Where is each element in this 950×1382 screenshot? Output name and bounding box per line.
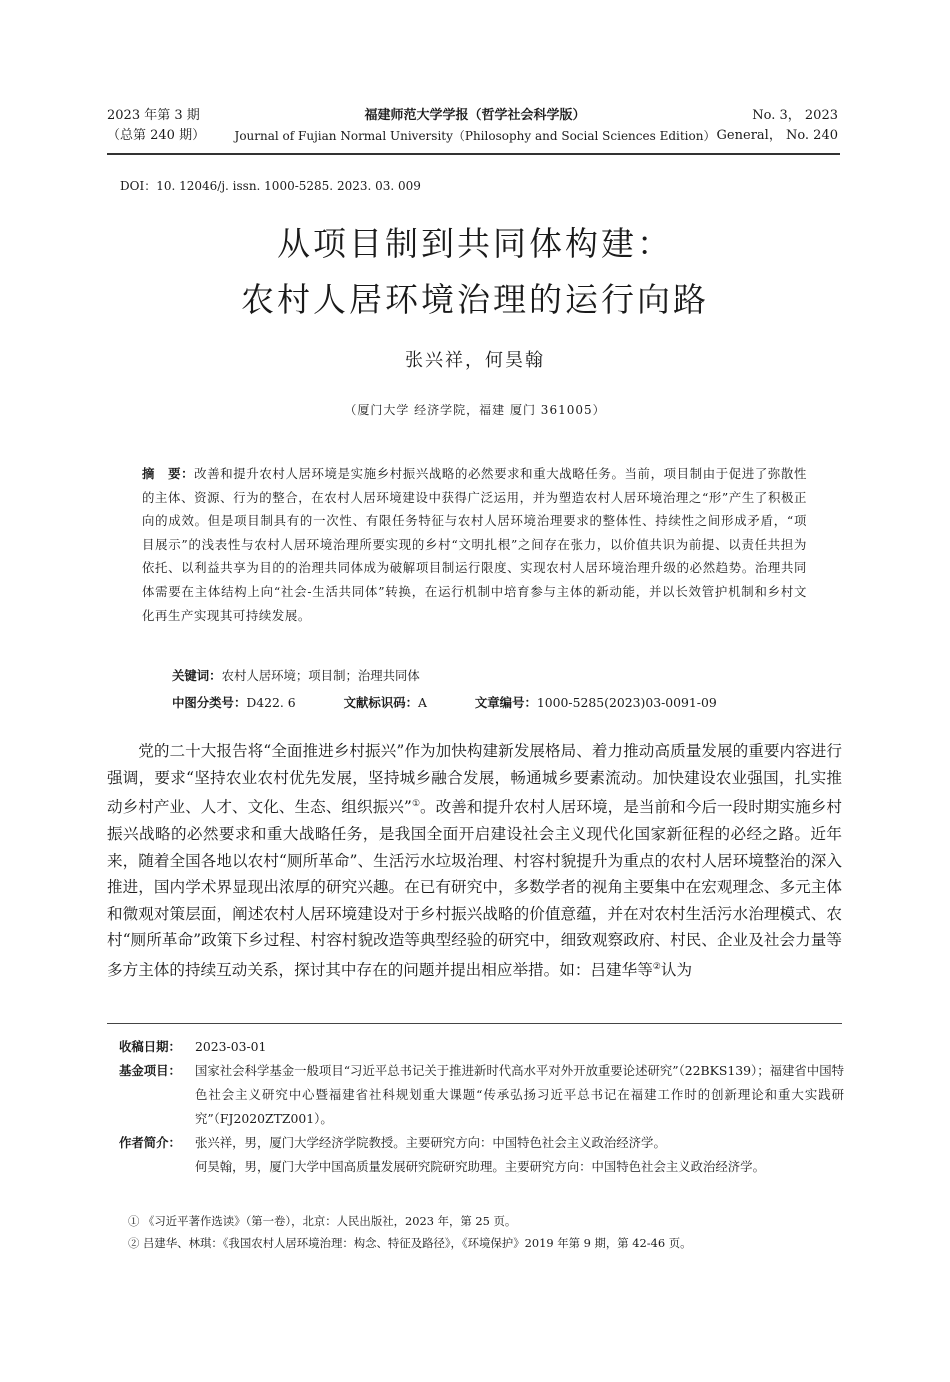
header-issue bbox=[107, 106, 205, 146]
abstract bbox=[142, 462, 807, 627]
doc-value: A bbox=[418, 695, 427, 710]
article-title-line1: 从项目制到共同体构建： bbox=[277, 224, 673, 263]
author-bio-values bbox=[195, 1131, 844, 1179]
clc-code bbox=[172, 695, 296, 710]
fund-label: 基金项目： bbox=[119, 1063, 181, 1078]
clc-label: 中图分类号： bbox=[172, 695, 247, 710]
article-label: 文章编号： bbox=[474, 695, 537, 710]
doc-code bbox=[344, 695, 427, 710]
footnote-rule bbox=[107, 1023, 842, 1024]
header-issue-en bbox=[717, 106, 838, 146]
article-number bbox=[475, 695, 717, 710]
fund-row bbox=[119, 1059, 844, 1131]
footnote-ref-1[interactable]: ① bbox=[411, 799, 421, 810]
header-journal bbox=[200, 106, 750, 146]
keywords bbox=[172, 666, 420, 684]
body-paragraph bbox=[107, 738, 842, 984]
footnote-2: ② 吕建华、林琪：《我国农村人居环境治理：构念、特征及路径》，《环境保护》2019 年第 9 期，第 42-46 页。 bbox=[128, 1236, 692, 1250]
affiliation: （厦门大学 经济学院，福建 厦门 361005） bbox=[344, 403, 606, 417]
classification-row bbox=[172, 693, 812, 711]
article-value: 1000-5285(2023)03-0091-09 bbox=[536, 695, 717, 710]
footnote-1: ① 《习近平著作选读》（第一卷），北京：人民出版社，2023 年，第 25 页。 bbox=[128, 1214, 517, 1228]
header-issue-number: 2023 年第 3 期 bbox=[107, 108, 200, 123]
fund-value: 国家社会科学基金一般项目“习近平总书记关于推进新时代高水平对外开放重要论述研究”（22BKS139）；福建省中国特色社会主义研究中心暨福建省社科规划重大课题“传承弘扬习近平总书记在福建工作时的创新理论和重大实践研究”（FJ2020ZTZ001）。 bbox=[195, 1063, 844, 1126]
abstract-text: 改善和提升农村人居环境是实施乡村振兴战略的必然要求和重大战略任务。当前，项目制由于促进了弥散性的主体、资源、行为的整合，在农村人居环境建设中获得广泛运用，并为塑造农村人居环境治理之“形”产生了积极正向的成效。但是项目制具有的一次性、有限任务特征与农村人居环境治理要求的整体性、持续性之间形成矛盾，“项目展示”的浅表性与农村人居环境治理所要实现的乡村“文明扎根”之间存在张力，以价值共识为前提、以责任共担为依托、以利益共享为目的的治理共同体成为破解项目制运行限度、实现农村人居环境治理升级的必然趋势。治理共同体需要在主体结构上向“社会-生活共同体”转换，在运行机制中培育参与主体的新动能，并以长效管护机制和乡村文化再生产实现其可持续发展。 bbox=[142, 466, 808, 623]
header-total-issue: （总第 240 期） bbox=[107, 128, 206, 143]
body-text-part3: 认为 bbox=[660, 961, 693, 980]
footnotes bbox=[128, 1210, 843, 1254]
journal-name-en: Journal of Fujian Normal University（Philosophy and Social Sciences Edition） bbox=[234, 129, 716, 143]
header-no: No. 3， 2023 bbox=[752, 108, 838, 123]
author-bio-2: 何昊翰，男，厦门大学中国高质量发展研究院研究助理。主要研究方向：中国特色社会主义政治经济学。 bbox=[195, 1159, 765, 1174]
body-text bbox=[107, 738, 842, 984]
received-value: 2023-03-01 bbox=[195, 1039, 267, 1054]
abstract-label: 摘 要： bbox=[142, 466, 195, 481]
body-text-part2: 。改善和提升农村人居环境，是当前和今后一段时期实施乡村振兴战略的必然要求和重大战略任务，是我国全面开启建设社会主义现代化国家新征程的必经之路。近年来，随着全国各地以农村“厕所革命”、生活污水垃圾治理、村容村貌提升为重点的农村人居环境整治的深入推进，国内学术界显现出浓厚的研究兴趣。在已有研究中，多数学者的视角主要集中在宏观理念、多元主体和微观对策层面，阐述农村人居环境建设对于乡村振兴战略的价值意蕴，并在对农村生活污水治理模式、农村“厕所革命”政策下乡过程、村容村貌改造等典型经验的研究中，细致观察政府、村民、企业及社会力量等多方主体的持续互动关系，探讨其中存在的问题并提出相应举措。如：吕建华等 bbox=[107, 798, 842, 980]
received-label: 收稿日期： bbox=[119, 1039, 181, 1054]
author-bio-1: 张兴祥，男，厦门大学经济学院教授。主要研究方向：中国特色社会主义政治经济学。 bbox=[195, 1135, 666, 1150]
footnote-ref-2[interactable]: ② bbox=[652, 961, 661, 972]
article-title-line2: 农村人居环境治理的运行向路 bbox=[241, 280, 709, 319]
received-date-row bbox=[119, 1035, 844, 1059]
authors: 张兴祥，何昊翰 bbox=[405, 350, 545, 371]
doi: DOI：10. 12046/j. issn. 1000-5285. 2023. 03. 009 bbox=[120, 179, 421, 193]
header-rule bbox=[107, 153, 840, 155]
keywords-text: 农村人居环境；项目制；治理共同体 bbox=[221, 668, 420, 683]
body-text-part1: 党的二十大报告将“全面推进乡村振兴”作为加快构建新发展格局、着力推动高质量发展的重要内容进行强调，要求“坚持农业农村优先发展，坚持城乡融合发展，畅通城乡要素流动。加快建设农业强国，扎实推动乡村产业、人才、文化、生态、组织振兴” bbox=[107, 742, 842, 817]
clc-value: D422. 6 bbox=[246, 695, 296, 710]
journal-name-cn: 福建师范大学学报（哲学社会科学版） bbox=[364, 108, 586, 123]
header-general: General， No. 240 bbox=[716, 128, 838, 143]
author-bio-row bbox=[119, 1131, 844, 1179]
doc-label: 文献标识码： bbox=[343, 695, 418, 710]
keywords-label: 关键词： bbox=[172, 668, 222, 683]
author-bio-label: 作者简介： bbox=[119, 1135, 181, 1150]
article-meta bbox=[119, 1035, 844, 1179]
